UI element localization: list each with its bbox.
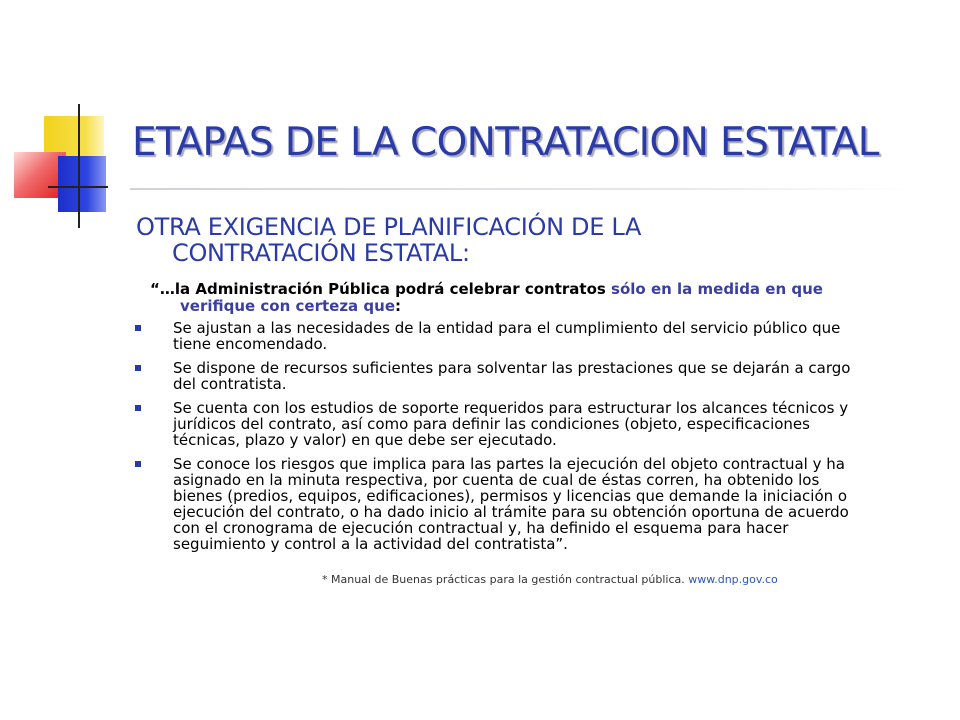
list-item-line: técnicas, plazo y valor) en que debe ser ejecutado. (173, 431, 557, 449)
list-item-line: seguimiento y control a la actividad del contratista”. (173, 535, 568, 553)
bullet-square-icon (135, 405, 141, 411)
section-subtitle (136, 214, 856, 266)
bullet-square-icon (135, 325, 141, 331)
list-item-line: bienes (predios, equipos, edificaciones), permisos y licencias que demande la iniciación o (173, 487, 848, 505)
list-item-line: tiene encomendado. (173, 335, 328, 353)
subtitle-line-1: OTRA EXIGENCIA DE PLANIFICACIÓN DE LA (136, 213, 642, 241)
list-item-line: asignado en la minuta respectiva, por cuenta de cual de éstas corren, ha obtenido los (173, 471, 820, 489)
bullet-square-icon (135, 461, 141, 467)
list-item (135, 400, 915, 448)
requirements-list (135, 320, 915, 560)
quote-highlight-2: verifique con certeza que (180, 297, 395, 315)
list-item (135, 320, 915, 352)
list-item-line: Se ajustan a las necesidades de la entidad para el cumplimiento del servicio público que (173, 319, 841, 337)
list-item (135, 360, 915, 392)
title-underline (130, 188, 910, 190)
list-item (135, 456, 915, 552)
decor-horizontal-line (48, 186, 108, 188)
bullet-square-icon (135, 365, 141, 371)
list-item-line: ejecución del contrato, o ha dado inicio al trámite para su obtención oportuna de acuerdo (173, 503, 849, 521)
list-item-line: Se conoce los riesgos que implica para las partes la ejecución del objeto contractual y ha (173, 455, 845, 473)
subtitle-line-2: CONTRATACIÓN ESTATAL: (172, 239, 470, 267)
quote-intro (150, 281, 910, 315)
decor-blue-square (58, 156, 106, 212)
list-item-line: Se dispone de recursos suficientes para solventar las prestaciones que se dejarán a cargo (173, 359, 851, 377)
quote-highlight-1: sólo en la medida en que (611, 280, 823, 298)
list-item-line: jurídicos del contrato, así como para definir las condiciones (objeto, especificaciones (173, 415, 810, 433)
footnote-text: * Manual de Buenas prácticas para la gestión contractual pública. (322, 573, 689, 586)
quote-text-1: “…la Administración Pública podrá celebrar contratos (150, 280, 612, 298)
decor-vertical-line (78, 104, 80, 228)
list-item-line: Se cuenta con los estudios de soporte requeridos para estructurar los alcances técnicos y (173, 399, 849, 417)
source-footnote (322, 573, 778, 586)
list-item-line: del contratista. (173, 375, 287, 393)
list-item-line: con el cronograma de ejecución contractual y, ha definido el esquema para hacer (173, 519, 789, 537)
quote-colon: : (395, 297, 401, 315)
page-title: ETAPAS DE LA CONTRATACION ESTATAL (132, 120, 879, 165)
footnote-link[interactable]: www.dnp.gov.co (688, 573, 778, 586)
